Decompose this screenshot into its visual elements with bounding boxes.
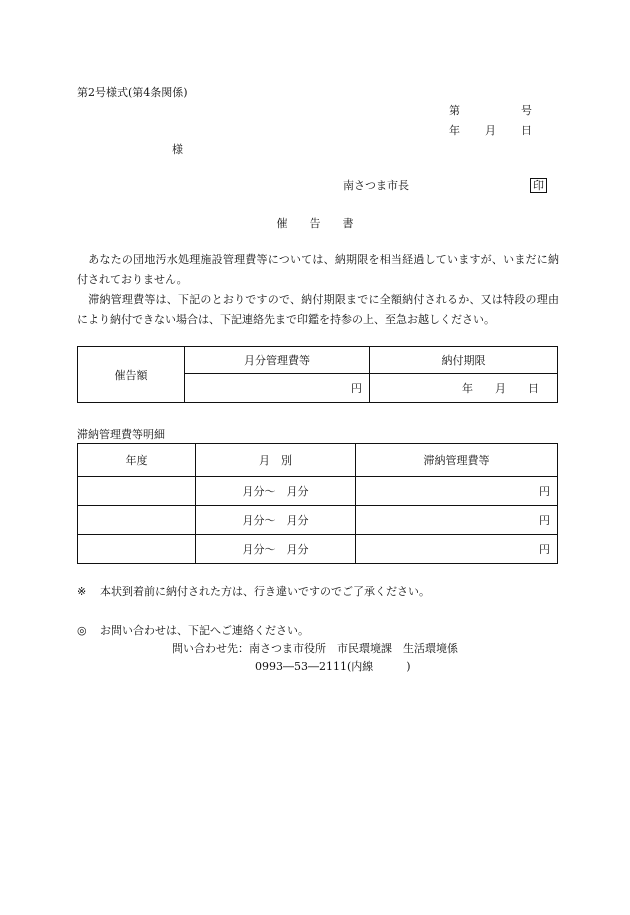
seal-stamp bbox=[530, 178, 547, 193]
fiscal-year-cell bbox=[78, 506, 196, 535]
month-period-cell: 月分～ 月分 bbox=[196, 506, 356, 535]
month-period-cell: 月分～ 月分 bbox=[196, 477, 356, 506]
issuer-name: 南さつま市長 bbox=[343, 179, 409, 192]
fiscal-year-cell bbox=[78, 535, 196, 564]
date-year: 年 bbox=[449, 124, 460, 137]
paragraph-notice: あなたの団地汚水処理施設管理費等については、納期限を相当経過していますが、いまだに納付されておりません。 bbox=[77, 253, 559, 286]
demand-amount-value: 円 bbox=[185, 374, 370, 403]
number-suffix: 号 bbox=[521, 104, 532, 117]
paragraph-instruction: 滞納管理費等は、下記のとおりですので、納付期限までに全額納付されるか、又は特段の理由により納付できない場合は、下記連絡先まで印鑑を持参の上、至急お越しください。 bbox=[77, 293, 559, 326]
seal-text: 印 bbox=[530, 178, 547, 193]
table-header-row bbox=[78, 444, 558, 477]
date-month: 月 bbox=[485, 124, 496, 137]
table-row bbox=[78, 506, 558, 535]
arrears-amount-cell: 円 bbox=[356, 506, 558, 535]
arrears-amount-cell: 円 bbox=[356, 535, 558, 564]
monthly-fee-header: 月分管理費等 bbox=[185, 347, 370, 374]
note-text: 本状到着前に納付された方は、行き違いですのでご了承ください。 bbox=[100, 585, 430, 598]
fiscal-year-cell bbox=[78, 477, 196, 506]
details-title: 滞納管理費等明細 bbox=[77, 428, 165, 441]
contact-address: 問い合わせ先：南さつま市役所 市民環境課 生活環境係 bbox=[172, 642, 458, 655]
addressee-suffix: 様 bbox=[172, 143, 183, 156]
payment-deadline-header: 納付期限 bbox=[370, 347, 558, 374]
demand-amount-label: 催告額 bbox=[78, 347, 185, 403]
date-day: 日 bbox=[521, 124, 532, 137]
month-header: 月 別 bbox=[196, 444, 356, 477]
payment-deadline-value: 年 月 日 bbox=[370, 374, 558, 403]
note-mark: ※ bbox=[77, 585, 87, 598]
table-row bbox=[78, 477, 558, 506]
contact-text: お問い合わせは、下記へご連絡ください。 bbox=[100, 624, 309, 637]
demand-amount-table bbox=[77, 346, 558, 403]
contact-mark: ◎ bbox=[77, 624, 87, 637]
arrears-details-table bbox=[77, 443, 558, 564]
form-label: 第2号様式(第4条関係) bbox=[77, 86, 188, 99]
fiscal-year-header: 年度 bbox=[78, 444, 196, 477]
number-prefix: 第 bbox=[449, 104, 460, 117]
month-period-cell: 月分～ 月分 bbox=[196, 535, 356, 564]
document-title: 催 告 書 bbox=[276, 217, 354, 230]
arrears-amount-header: 滞納管理費等 bbox=[356, 444, 558, 477]
table-row bbox=[78, 535, 558, 564]
contact-phone: 0993―53―2111(内線 ) bbox=[255, 660, 411, 673]
arrears-amount-cell: 円 bbox=[356, 477, 558, 506]
